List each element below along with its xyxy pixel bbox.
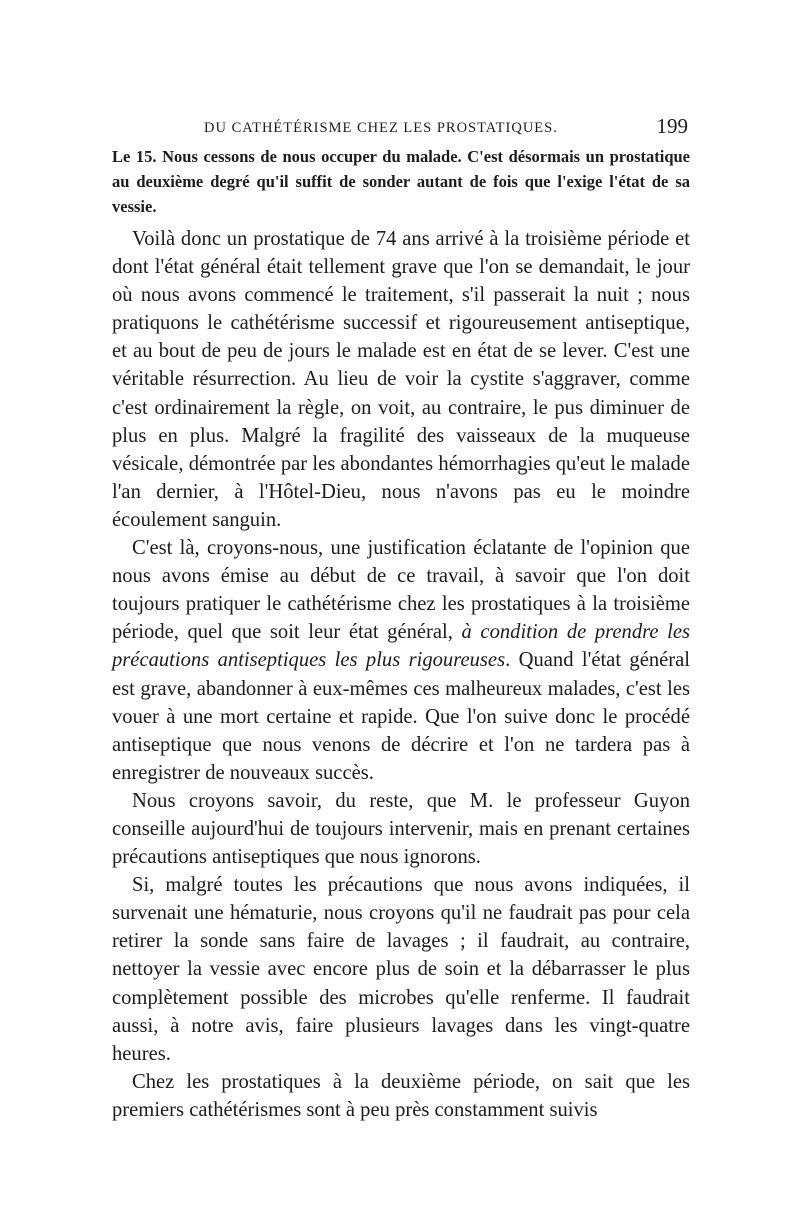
paragraph-justification-italic: à condition de prendre les précautions antiseptiques les plus rigoureuses [112,621,690,672]
paragraph-hematurie: Si, malgré toutes les précautions que nous avons indiquées, il survenait une hématurie, nous croyons qu'il ne faudrait pas pour cela retirer la sonde sans faire de lavages ; il faudrait, au contraire, nettoyer la vessie avec encore plus de soin et la débarrasser le plus complètement possible des microbes qu'elle renferme. Il faudrait aussi, à notre avis, faire plusieurs lavages dans les vingt-quatre heures. [112,874,690,1065]
paragraph-resurrection: Voilà donc un prostatique de 74 ans arrivé à la troisième période et dont l'état général était tellement grave que l'on se demandait, le jour où nous avons commencé le traitement, s'il passerait la nuit ; nous pratiquons le cathétérisme successif et rigoureusement antiseptique, et au bout de peu de jours le malade est en état de se lever. C'est une véritable résurrection. Au lieu de voir la cystite s'aggraver, comme c'est ordinairement la règle, on voit, au contraire, le pus diminuer de plus en plus. Malgré la fragilité des vaisseaux de la muqueuse vésicale, démontrée par les abondantes hémorrhagies qu'eut le malade l'an dernier, à l'Hôtel-Dieu, nous n'avons pas eu le moindre écoulement sanguin. [112,228,690,531]
paragraph-deuxieme-periode: Chez les prostatiques à la deuxième période, on sait que les premiers cathétérismes sont à peu près constamment suivis [112,1070,690,1121]
paragraph-guyon: Nous croyons savoir, du reste, que M. le professeur Guyon conseille aujourd'hui de toujours intervenir, mais en prenant certaines précautions antiseptiques que nous ignorons. [112,789,690,869]
book-page [112,112,690,1124]
paragraph-justification [112,534,690,787]
page-number: 199 [656,114,688,138]
paragraph-justification-start: C'est là, croyons-nous, une justification éclatante de l'opinion que nous avons émise au début de ce travail, à savoir que l'on doit toujours pratiquer le cathétérisme chez les prostatiques à la troisième période, quel que soit leur état général, [112,537,690,644]
running-head [112,112,690,144]
running-title: DU CATHÉTÉRISME CHEZ LES PROSTATIQUES. [204,120,558,136]
paragraph-justification-end: . Quand l'état général est grave, abandonner à eux-mêmes ces malheureux malades, c'est les vouer à une mort certaine et rapide. Que l'on suive donc le procédé antiseptique que nous venons de décrire et l'on ne tardera pas à enregistrer de nouveaux succès. [112,649,691,784]
case-note: Le 15. Nous cessons de nous occuper du malade. C'est désormais un prostatique au deuxième degré qu'il suffit de sonder autant de fois que l'exige l'état de sa vessie. [112,147,690,216]
